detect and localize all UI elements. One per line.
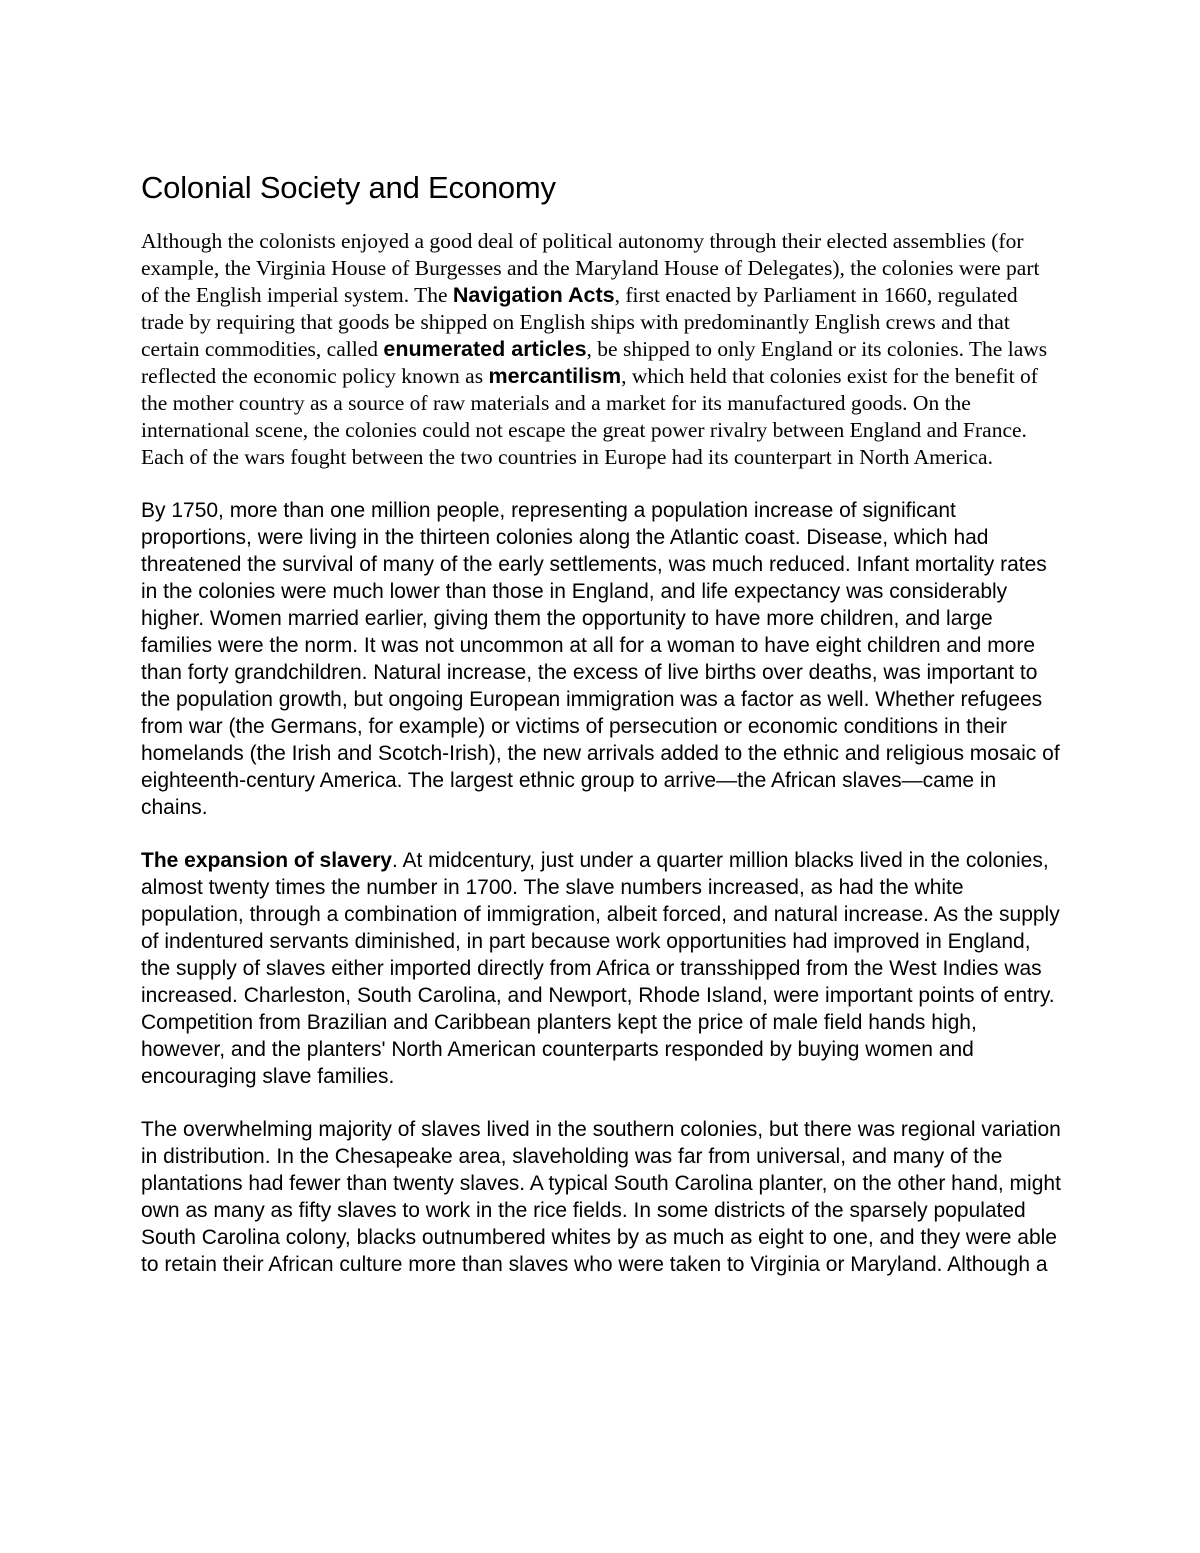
paragraph-text: , first enacted by Parliament in 1660, regulated trade by requiring that goods be shipped on English ships with predominantly English crews and that certain commodities, called [141,283,1018,361]
paragraph-text: Although the colonists enjoyed a good deal of political autonomy through their elected assemblies (for example, the Virginia House of Burgesses and the Maryland House of Delegates), the colonies were part of the English imperial system. The [141,229,1040,307]
paragraph-expansion-of-slavery [141,847,1061,1090]
paragraph-text: , be shipped to only England or its colonies. The laws reflected the economic policy known as [141,337,1048,388]
paragraph-slave-distribution: The overwhelming majority of slaves lived in the southern colonies, but there was regional variation in distribution. In the Chesapeake area, slaveholding was far from universal, and many of the plantations had fewer than twenty slaves. A typical South Carolina planter, on the other hand, might own as many as fifty slaves to work in the rice fields. In some districts of the sparsely populated South Carolina colony, blacks outnumbered whites by as much as eight to one, and they were able to retain their African culture more than slaves who were taken to Virginia or Maryland. Although a [141,1118,1061,1276]
term-navigation-acts: Navigation Acts [452,283,615,307]
paragraph-navigation-acts [141,228,1061,471]
page-title: Colonial Society and Economy [141,170,556,205]
section-heading-expansion-of-slavery: The expansion of slavery [141,849,392,872]
paragraph-population: By 1750, more than one million people, representing a population increase of significant proportions, were living in the thirteen colonies along the Atlantic coast. Disease, which had threatened the survival of many of the early settlements, was much reduced. Infant mortality rates in the colonies were much lower than those in England, and life expectancy was considerably higher. Women married earlier, giving them the opportunity to have more children, and large families were the norm. It was not uncommon at all for a woman to have eight children and more than forty grandchildren. Natural increase, the excess of live births over deaths, was important to the population growth, but ongoing European immigration was a factor as well. Whether refugees from war (the Germans, for example) or victims of persecution or economic conditions in their homelands (the Irish and Scotch-Irish), the new arrivals added to the ethnic and religious mosaic of eighteenth-century America. The largest ethnic group to arrive—the African slaves—came in chains. [141,499,1060,819]
paragraph-text: . At midcentury, just under a quarter million blacks lived in the colonies, almost twenty times the number in 1700. The slave numbers increased, as had the white population, through a combination of immigration, albeit forced, and natural increase. As the supply of indentured servants diminished, in part because work opportunities had improved in England, the supply of slaves either imported directly from Africa or transshipped from the West Indies was increased. Charleston, South Carolina, and Newport, Rhode Island, were important points of entry. Competition from Brazilian and Caribbean planters kept the price of male field hands high, however, and the planters' North American counterparts responded by buying women and encouraging slave families. [141,849,1060,1088]
paragraph-text: , which held that colonies exist for the benefit of the mother country as a source of raw materials and a market for its manufactured goods. On the international scene, the colonies could not escape the great power rivalry between England and France. Each of the wars fought between the two countries in Europe had its counterpart in North America. [141,364,1038,469]
term-mercantilism: mercantilism [488,364,622,388]
document-page [141,168,1061,1304]
term-enumerated-articles: enumerated articles [383,337,587,361]
